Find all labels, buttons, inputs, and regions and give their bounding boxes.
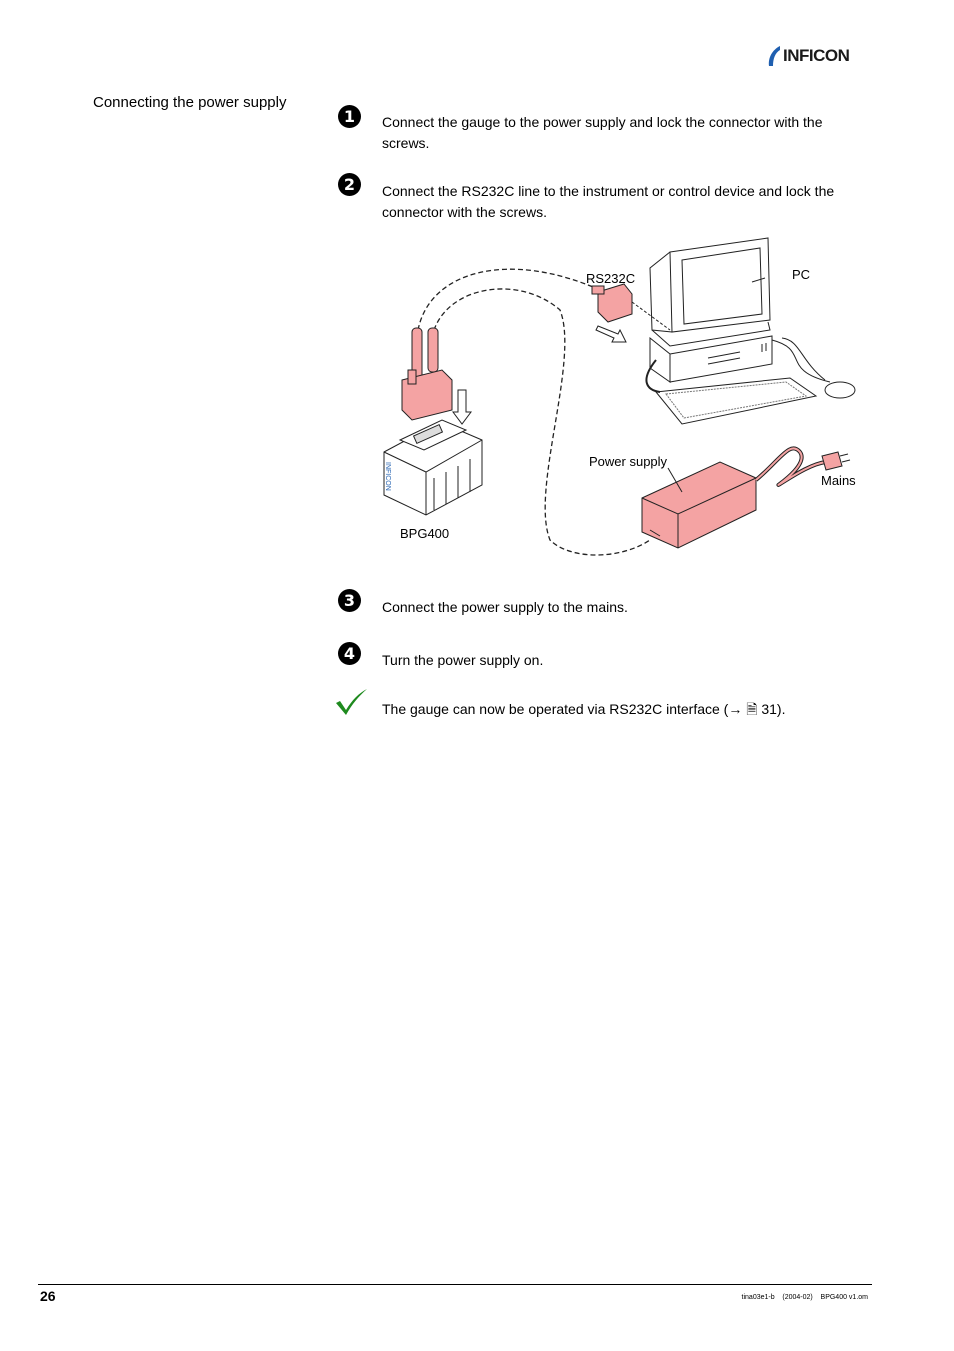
inficon-logo-mark <box>766 44 782 68</box>
label-mains: Mains <box>821 473 856 488</box>
mains-plug <box>822 452 842 470</box>
mouse <box>825 382 855 398</box>
step-text-4: Turn the power supply on. <box>382 652 544 668</box>
down-arrow <box>453 390 471 424</box>
result-text: The gauge can now be operated via RS232C interface (→ 🗎 31). <box>382 701 786 717</box>
step-text-1: Connect the gauge to the power supply and lock the connector with the screws. <box>382 114 823 151</box>
checkmark-icon <box>334 688 368 716</box>
svg-text:INFICON: INFICON <box>384 462 391 491</box>
step-number-3: 3 <box>338 589 361 612</box>
step-text-2: Connect the RS232C line to the instrument or control device and lock the connector with the screws. <box>382 183 835 220</box>
inficon-logo <box>766 44 870 68</box>
section-heading: Connecting the power supply <box>93 94 287 111</box>
connection-diagram <box>370 230 870 570</box>
label-pc: PC <box>792 267 811 282</box>
page-number: 26 <box>40 1288 56 1304</box>
step-number-4: 4 <box>338 642 361 665</box>
step-number-1: 1 <box>338 105 361 128</box>
label-power-supply: Power supply <box>589 454 668 469</box>
step-text-3: Connect the power supply to the mains. <box>382 599 628 615</box>
power-cable <box>434 289 650 555</box>
rs232c-cable-outer <box>418 269 600 330</box>
pc-case <box>670 336 772 382</box>
step-number-2: 2 <box>338 173 361 196</box>
logo-text: INFICON <box>783 46 850 65</box>
label-rs232c: RS232C <box>586 271 636 286</box>
label-bpg400: BPG400 <box>400 526 450 541</box>
document-reference: tina03e1-b (2004-02) BPG400 v1.om <box>741 1294 868 1301</box>
keyboard <box>656 378 816 424</box>
footer-rule <box>38 1284 872 1285</box>
